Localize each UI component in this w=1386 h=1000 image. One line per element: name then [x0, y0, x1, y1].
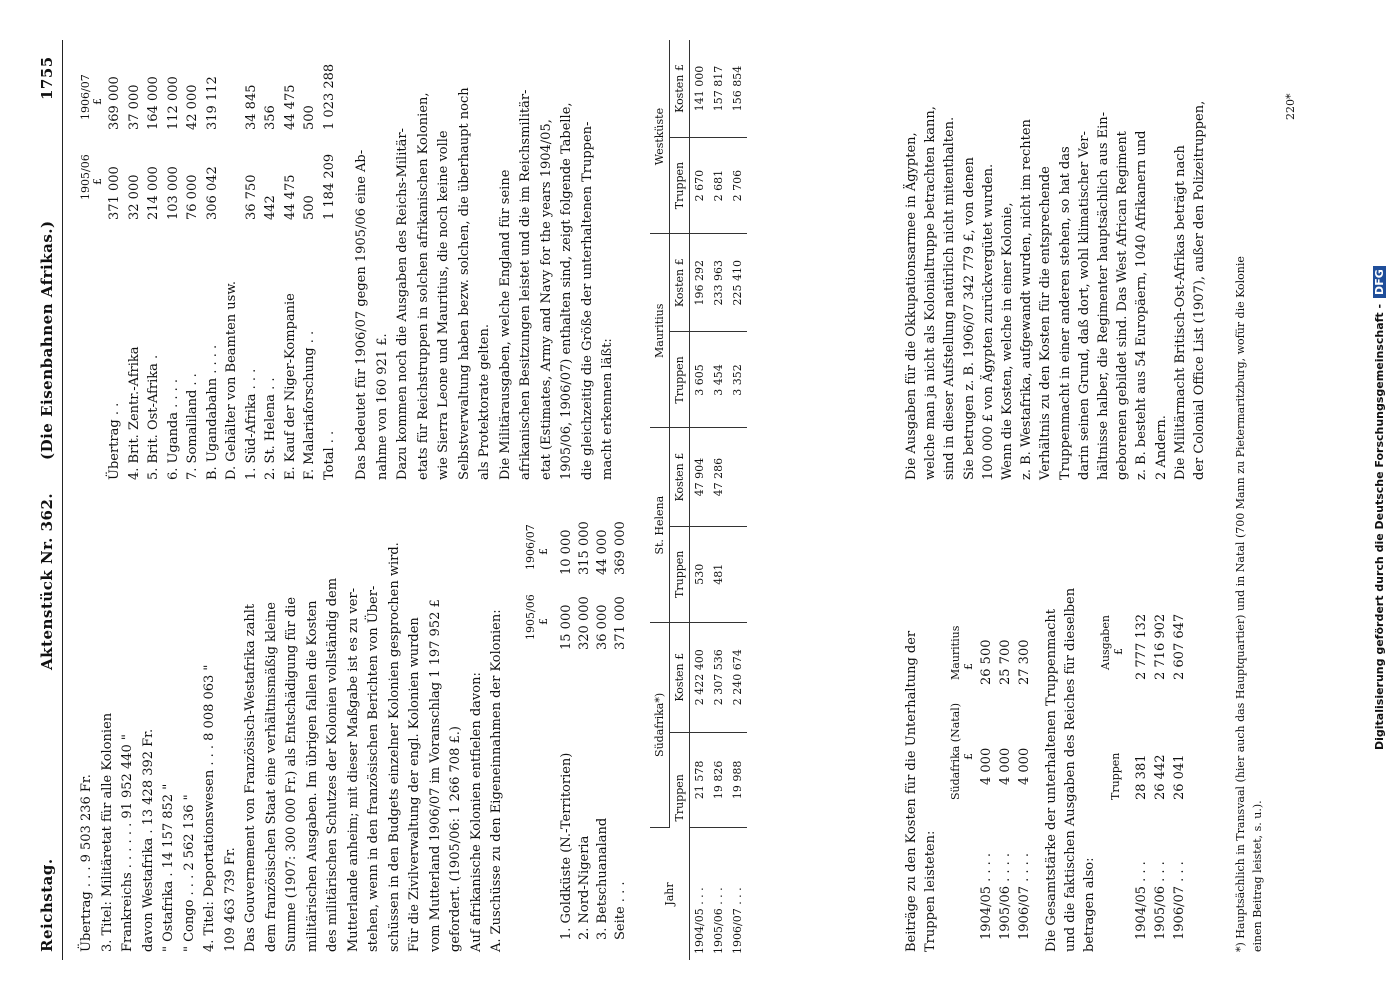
right-text-line: als Protektorate gelten. [477, 324, 492, 480]
strength-intro: Die Gesamtstärke der unterhaltenen Truppenmacht [1044, 609, 1059, 952]
ledger-row-label: E. Kauf der Niger-Kompanie [282, 293, 298, 480]
right-bottom-line: z. B. besteht aus 54 Europäern, 1040 Afrikanern und [1134, 130, 1150, 480]
zus-row-label: 1. Goldküste (N.-Territorien) [559, 752, 574, 940]
right-bottom-line: geborenen gebildet sind. Das West African Regiment [1115, 131, 1131, 480]
left-text-line: gefordert. (1905/06: 1 266 708 £.) [448, 726, 463, 952]
strength-year: 1906/07 . . . [1172, 861, 1187, 940]
military-table [650, 40, 747, 960]
contrib-value: 27 300 [1017, 639, 1032, 685]
zus-value: 369 000 [613, 521, 628, 575]
footnote-line: einen Beitrag leistet, s. u.). [1251, 800, 1264, 952]
sheet-mark: 220* [1284, 93, 1297, 120]
left-text-line: schüssen in den Budgets einzelner Kolonien gesprochen wird. [386, 542, 402, 952]
ledger-row-label: Total . . [321, 430, 337, 480]
left-text-line: militärischen Ausgaben. Im übrigen fallen die Kosten [304, 600, 320, 952]
contrib-value: 4 000 [979, 747, 994, 785]
contrib-col-unit: £ [962, 753, 975, 760]
ledger-row-label: 6. Uganda . . . . [165, 378, 181, 480]
sub-header: Kosten £ [670, 40, 690, 138]
left-text-line: 4. Titel: Deportationswesen . . . 8 008 063 " [202, 664, 217, 952]
group-header: Südafrika*) [650, 622, 670, 827]
value-cell: 3 605 [690, 332, 710, 428]
ledger-value: 500 [302, 105, 317, 130]
contrib-col-header: Mauritius [949, 625, 962, 680]
contrib-year: 1904/05 . . . . [979, 852, 994, 940]
zus-row-label: 2. Nord-Nigeria [577, 835, 592, 940]
sidebar [1359, 10, 1386, 990]
right-bottom-line: sind in dieser Aufstellung natürlich nicht mitenthalten. [942, 116, 958, 480]
ledger-row-label: Übertrag . . [107, 402, 122, 480]
group-header: Westküste [650, 40, 670, 234]
value-cell: 19 826 [709, 732, 728, 827]
right-text-line: nahme von 160 921 £. [374, 333, 390, 480]
ledger-value: 1 184 209 [321, 153, 337, 220]
footnote-line: *) Hauptsächlich in Transvaal (hier auch das Hauptquartier) und in Natal (700 Mann zu Pietermaritzburg, wofür die Kolonie [1234, 256, 1247, 952]
strength-intro: betragen also: [1082, 857, 1097, 952]
ledger-col-unit: £ [91, 178, 104, 185]
left-text-line: dem französischen Staat eine verhältnismäßig kleine [263, 602, 279, 952]
strength-col-unit: £ [1112, 648, 1125, 655]
right-bottom-line: 2 Andern. [1153, 415, 1169, 480]
right-text-line: macht erkennen läßt: [600, 338, 615, 480]
left-text-line: Mutterlande anheim; mit dieser Maßgabe ist es zu ver- [345, 587, 361, 952]
group-header: Mauritius [650, 234, 670, 428]
right-bottom-line: der Colonial Office List (1907), außer den Polizeitruppen, [1192, 100, 1207, 480]
ledger-value: 356 [263, 105, 278, 130]
col-jahr: Jahr [650, 828, 690, 961]
zus-value: 315 000 [577, 521, 592, 575]
value-cell: 481 [709, 526, 728, 622]
ledger-row-label: D. Gehälter von Beamten usw. [224, 280, 239, 480]
left-text-line: Auf afrikanische Kolonien entfielen davon: [468, 672, 484, 952]
value-cell: 233 963 [709, 234, 728, 332]
right-text-line: afrikanischen Besitzungen leistet und die im Reichsmilitär- [518, 89, 533, 480]
right-bottom-line: Sie betrugen z. B. 1906/07 342 779 £, von denen [961, 157, 977, 480]
strength-value: 2 716 902 [1153, 613, 1168, 680]
right-text-line: etats für Reichstruppen in solchen afrikanischen Kolonien, [415, 92, 431, 480]
value-cell: 19 988 [728, 732, 747, 827]
zus-value: 15 000 [559, 604, 574, 650]
strength-value: 28 381 [1134, 754, 1149, 800]
zus-col-header: 1906/07 [524, 524, 537, 570]
header-rule [62, 40, 63, 960]
sub-header: Truppen [670, 138, 690, 234]
ledger-col-header: 1905/06 [79, 154, 92, 200]
ledger-value: 112 000 [165, 76, 181, 130]
ledger-value: 103 000 [165, 166, 181, 220]
table-row [728, 40, 747, 960]
strength-value: 2 607 647 [1172, 613, 1187, 680]
right-text-line: Selbstverwaltung haben bezw. solchen, die überhaupt noch [456, 87, 472, 480]
sub-header: Kosten £ [670, 428, 690, 526]
value-cell: 2 706 [728, 138, 747, 234]
year-cell: 1906/07 . . . [731, 887, 744, 954]
value-cell: 196 292 [690, 234, 710, 332]
left-text-line: " Congo . . . 2 562 136 " [181, 794, 197, 952]
right-bottom-line: Truppenmacht in einer anderen stehen, so hat das [1057, 146, 1073, 480]
ledger-value: 371 000 [107, 166, 122, 220]
right-bottom-line: darin seinen Grund, daß dort, wohl klimatischer Ver- [1076, 131, 1092, 480]
right-bottom-line: hältnisse halber, die Regimenter hauptsächlich aus Ein- [1096, 111, 1111, 480]
left-text-line: Frankreichs . . . . . . 91 952 440 " [120, 734, 135, 952]
sub-header: Kosten £ [670, 622, 690, 732]
value-cell: 47 286 [709, 428, 728, 526]
header-center: Aktenstück Nr. 362. [38, 492, 56, 670]
value-cell: 2 670 [690, 138, 710, 234]
ledger-row-label: 4. Brit. Zentr.-Afrika [126, 346, 142, 480]
value-cell: 157 817 [709, 40, 728, 138]
right-bottom-line: Die Militärmacht Britisch-Ost-Afrikas beträgt nach [1172, 145, 1188, 480]
value-cell: 3 454 [709, 332, 728, 428]
page-number: 1755 [38, 56, 56, 100]
right-text-line: Das bedeutet für 1906/07 gegen 1905/06 eine Ab- [354, 149, 369, 480]
ledger-value: 37 000 [126, 84, 142, 130]
value-cell: 2 422 400 [690, 622, 710, 732]
ledger-value: 32 000 [126, 174, 142, 220]
contrib-value: 4 000 [1017, 747, 1032, 785]
left-text-line: vom Mutterland 1906/07 im Voranschlag 1 197 952 £ [427, 599, 443, 952]
value-cell: 2 240 674 [728, 622, 747, 732]
value-cell [728, 526, 747, 622]
value-cell: 3 352 [728, 332, 747, 428]
left-text-line: A. Zuschüsse zu den Eigeneinnahmen der Kolonien: [489, 609, 504, 952]
ledger-value: 442 [263, 195, 278, 220]
ledger-row-label: 2. St. Helena . . [263, 377, 278, 480]
contrib-value: 26 500 [979, 639, 994, 685]
right-text-line: Die Militärausgaben, welche England für seine [497, 169, 513, 480]
contrib-col-header: Südafrika (Natal) [949, 702, 962, 800]
contrib-intro: Beiträge zu den Kosten für die Unterhaltung der [904, 630, 919, 952]
sub-header: Truppen [670, 332, 690, 428]
left-text-line: " Ostafrika . 14 157 852 " [161, 783, 176, 952]
ledger-value: 34 845 [243, 84, 259, 130]
zus-value: 320 000 [577, 596, 592, 650]
ledger-row-label: F. Malariaforschung . . [302, 330, 317, 480]
right-text-line: etat (Estimates, Army and Navy for the years 1904/05, [538, 119, 554, 480]
left-text-line: stehen, wenn in den französischen Berichten von Über- [366, 585, 381, 952]
ledger-value: 42 000 [185, 84, 200, 130]
left-text-line: Summe (1907: 300 000 Fr.) als Entschädigung für die [284, 596, 299, 952]
contrib-intro: Truppen leisteten: [923, 830, 938, 952]
ledger-row-label: B. Ugandabahn . . . . [204, 344, 220, 480]
strength-value: 26 442 [1153, 754, 1168, 800]
left-text-line: davon Westafrika . 13 428 392 Fr. [140, 728, 156, 952]
contrib-col-unit: £ [962, 663, 975, 670]
ledger-value: 319 112 [204, 76, 220, 130]
right-text-line: die gleichzeitig die Größe der unterhaltenen Truppen- [579, 121, 595, 480]
contrib-value: 25 700 [998, 639, 1013, 685]
strength-col-header: Ausgaben [1099, 615, 1112, 670]
strength-intro: und die faktischen Ausgaben des Reiches für dieselben [1063, 587, 1078, 952]
right-bottom-line: 100 000 £ von Ägypten zurückvergütet wurden. [980, 163, 996, 480]
left-text-line: Für die Zivilverwaltung der engl. Kolonien wurden [407, 617, 422, 952]
strength-value: 26 041 [1172, 754, 1187, 800]
right-bottom-line: Die Ausgaben für die Okkupationsarmee in Ägypten, [904, 132, 919, 480]
ledger-value: 500 [302, 195, 317, 220]
strength-value: 2 777 132 [1134, 613, 1149, 680]
contrib-value: 4 000 [998, 747, 1013, 785]
value-cell: 21 578 [690, 732, 710, 827]
zus-row-label: Seite . . . [613, 881, 628, 940]
value-cell: 2 681 [709, 138, 728, 234]
strength-col-header: Truppen [1109, 752, 1122, 800]
left-text-line: Übertrag . . . 9 503 236 Fr. [79, 774, 94, 952]
year-cell: 1904/05 . . . [693, 887, 706, 954]
zus-value: 10 000 [559, 529, 574, 575]
ledger-col-unit: £ [91, 98, 104, 105]
value-cell: 47 904 [690, 428, 710, 526]
zus-row-label: 3. Betschuanaland [595, 817, 610, 940]
contrib-year: 1906/07 . . . . [1017, 852, 1032, 940]
ledger-col-header: 1906/07 [79, 74, 92, 120]
year-cell: 1905/06 . . . [712, 887, 725, 954]
left-text-line: des militärischen Schutzes der Kolonien vollständig dem [325, 577, 340, 952]
value-cell: 530 [690, 526, 710, 622]
dfg-logo: DFG [1373, 266, 1386, 298]
zus-col-unit: £ [537, 548, 550, 555]
value-cell: 225 410 [728, 234, 747, 332]
right-text-line: wie Sierra Leone und Mauritius, die noch keine volle [436, 130, 451, 480]
ledger-row-label: 5. Brit. Ost-Afrika . [146, 354, 161, 480]
strength-year: 1905/06 . . . [1153, 861, 1168, 940]
zus-value: 36 000 [595, 604, 610, 650]
header-right-title: (Die Eisenbahnen Afrikas.) [38, 220, 56, 460]
right-text-line: 1905/06, 1906/07) enthalten sind, zeigt folgende Tabelle, [559, 102, 574, 480]
sub-header: Kosten £ [670, 234, 690, 332]
left-text-line: 3. Titel: Militäretat für alle Kolonien [99, 712, 115, 952]
ledger-value: 36 750 [243, 174, 259, 220]
ledger-value: 369 000 [107, 76, 122, 130]
right-bottom-line: welche man ja nicht als Kolonialtruppe betrachten kann, [923, 106, 939, 480]
value-cell: 2 307 536 [709, 622, 728, 732]
sub-header: Truppen [670, 732, 690, 827]
right-bottom-line: z. B. Westafrika, aufgewandt wurden, nicht im rechten [1019, 119, 1035, 480]
ledger-row-label: 7. Somaliland . . [185, 373, 200, 480]
ledger-row-label: 1. Süd-Afrika . . . [243, 368, 259, 480]
ledger-value: 214 000 [146, 166, 161, 220]
value-cell [728, 428, 747, 526]
table-row [709, 40, 728, 960]
right-bottom-line: Verhältnis zu den Kosten für die entsprechende [1038, 166, 1054, 480]
right-text-line: Dazu kommen noch die Ausgaben des Reichs-Militär- [395, 128, 410, 480]
contrib-year: 1905/06 . . . . [998, 852, 1013, 940]
value-cell: 141 000 [690, 40, 710, 138]
strength-year: 1904/05 . . . [1134, 861, 1149, 940]
header-left: Reichstag. [38, 858, 56, 952]
zus-value: 44 000 [595, 529, 610, 575]
group-header: St. Helena [650, 428, 670, 622]
ledger-value: 76 000 [185, 174, 200, 220]
right-bottom-line: Wenn die Kosten, welche in einer Kolonie, [1000, 202, 1015, 480]
ledger-value: 306 042 [204, 166, 220, 220]
ledger-value: 1 023 288 [321, 63, 337, 130]
table-row [690, 40, 710, 960]
ledger-value: 164 000 [146, 76, 161, 130]
zus-value: 371 000 [613, 596, 628, 650]
ledger-value: 44 475 [282, 84, 298, 130]
left-text-line: Das Gouvernement von Französisch-Westafrika zahlt [243, 603, 258, 952]
left-text-line: 109 463 739 Fr. [222, 847, 238, 952]
zus-col-header: 1905/06 [524, 594, 537, 640]
ledger-value: 44 475 [282, 174, 298, 220]
zus-col-unit: £ [537, 618, 550, 625]
value-cell: 156 854 [728, 40, 747, 138]
sub-header: Truppen [670, 526, 690, 622]
sidebar-text: Digitalisierung gefördert durch die Deutsche Forschungsgemeinschaft - [1373, 303, 1386, 750]
